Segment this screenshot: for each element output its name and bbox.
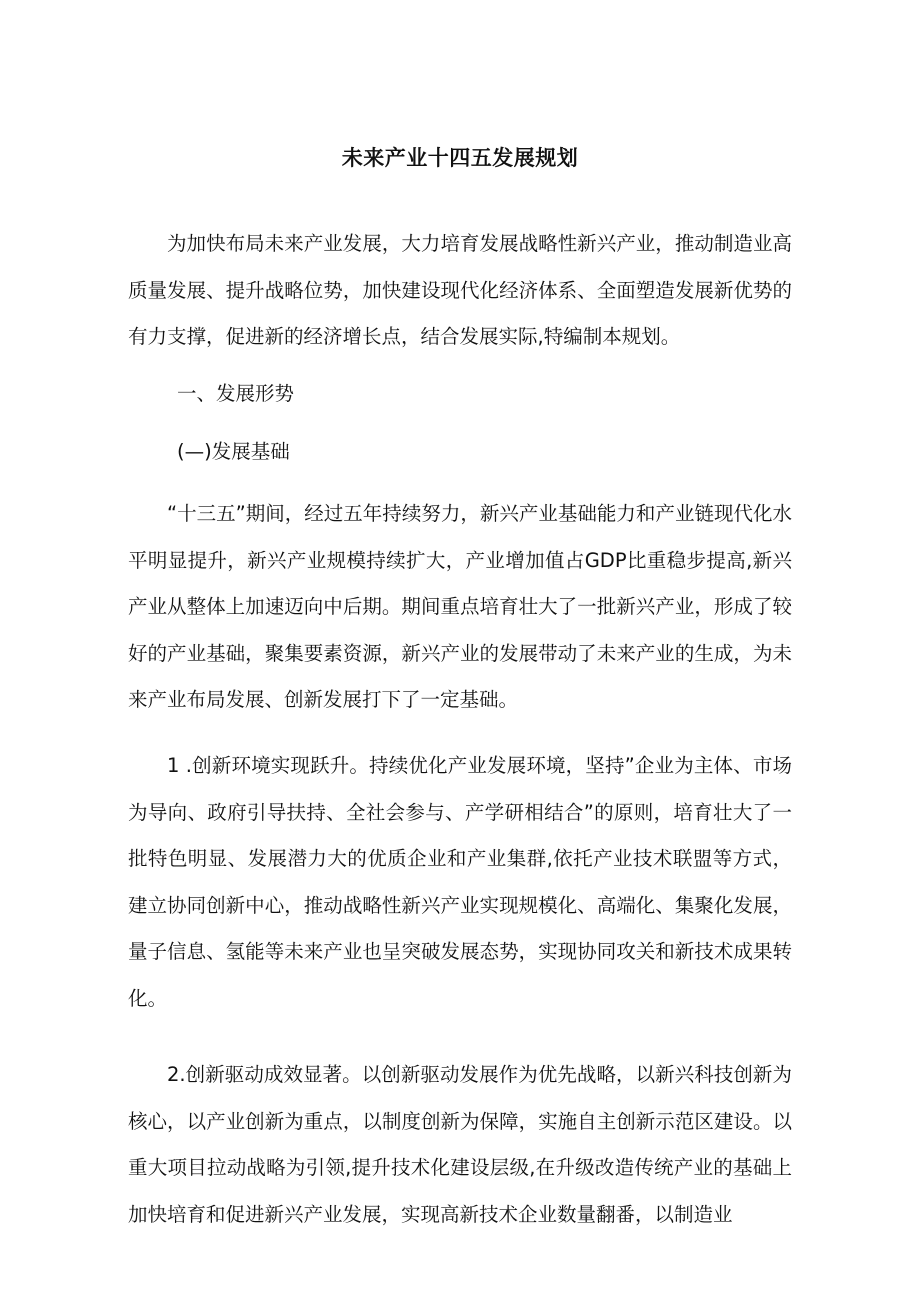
intro-paragraph: 为加快布局未来产业发展，大力培育发展战略性新兴产业，推动制造业高质量发展、提升战略位势，加快建设现代化经济体系、全面塑造发展新优势的有力支撑，促进新的经济增长点，结合发展实际,特编制本规划。 <box>128 232 792 348</box>
document-title: 未来产业十四五发展规划 <box>341 146 579 171</box>
foundation-paragraph: “十三五”期间，经过五年持续努力，新兴产业基础能力和产业链现代化水平明显提升，新兴产业规模持续扩大，产业增加值占GDP比重稳步提高,新兴产业从整体上加速迈向中后期。期间重点培育壮大了一批新兴产业，形成了较好的产业基础，聚集要素资源，新兴产业的发展带动了未来产业的生成，为未来产业布局发展、创新发展打下了一定基础。 <box>128 502 792 711</box>
subsection-heading: (—)发展基础 <box>177 440 290 463</box>
section-heading: 一、发展形势 <box>177 382 295 405</box>
item-1-paragraph: 1 .创新环境实现跃升。持续优化产业发展环境，坚持”企业为主体、市场为导向、政府引导扶持、全社会参与、产学研相结合”的原则，培育壮大了一批特色明显、发展潜力大的优质企业和产业集群,依托产业技术联盟等方式，建立协同创新中心，推动战略性新兴产业实现规模化、高端化、集聚化发展，量子信息、氢能等未来产业也呈突破发展态势，实现协同攻关和新技术成果转化。 <box>128 754 792 1010</box>
item-2-paragraph: 2.创新驱动成效显著。以创新驱动发展作为优先战略，以新兴科技创新为核心，以产业创新为重点，以制度创新为保障，实施自主创新示范区建设。以重大项目拉动战略为引领,提升技术化建设层级,在升级改造传统产业的基础上加快培育和促进新兴产业发展，实现高新技术企业数量翻番，以制造业 <box>128 1063 792 1226</box>
